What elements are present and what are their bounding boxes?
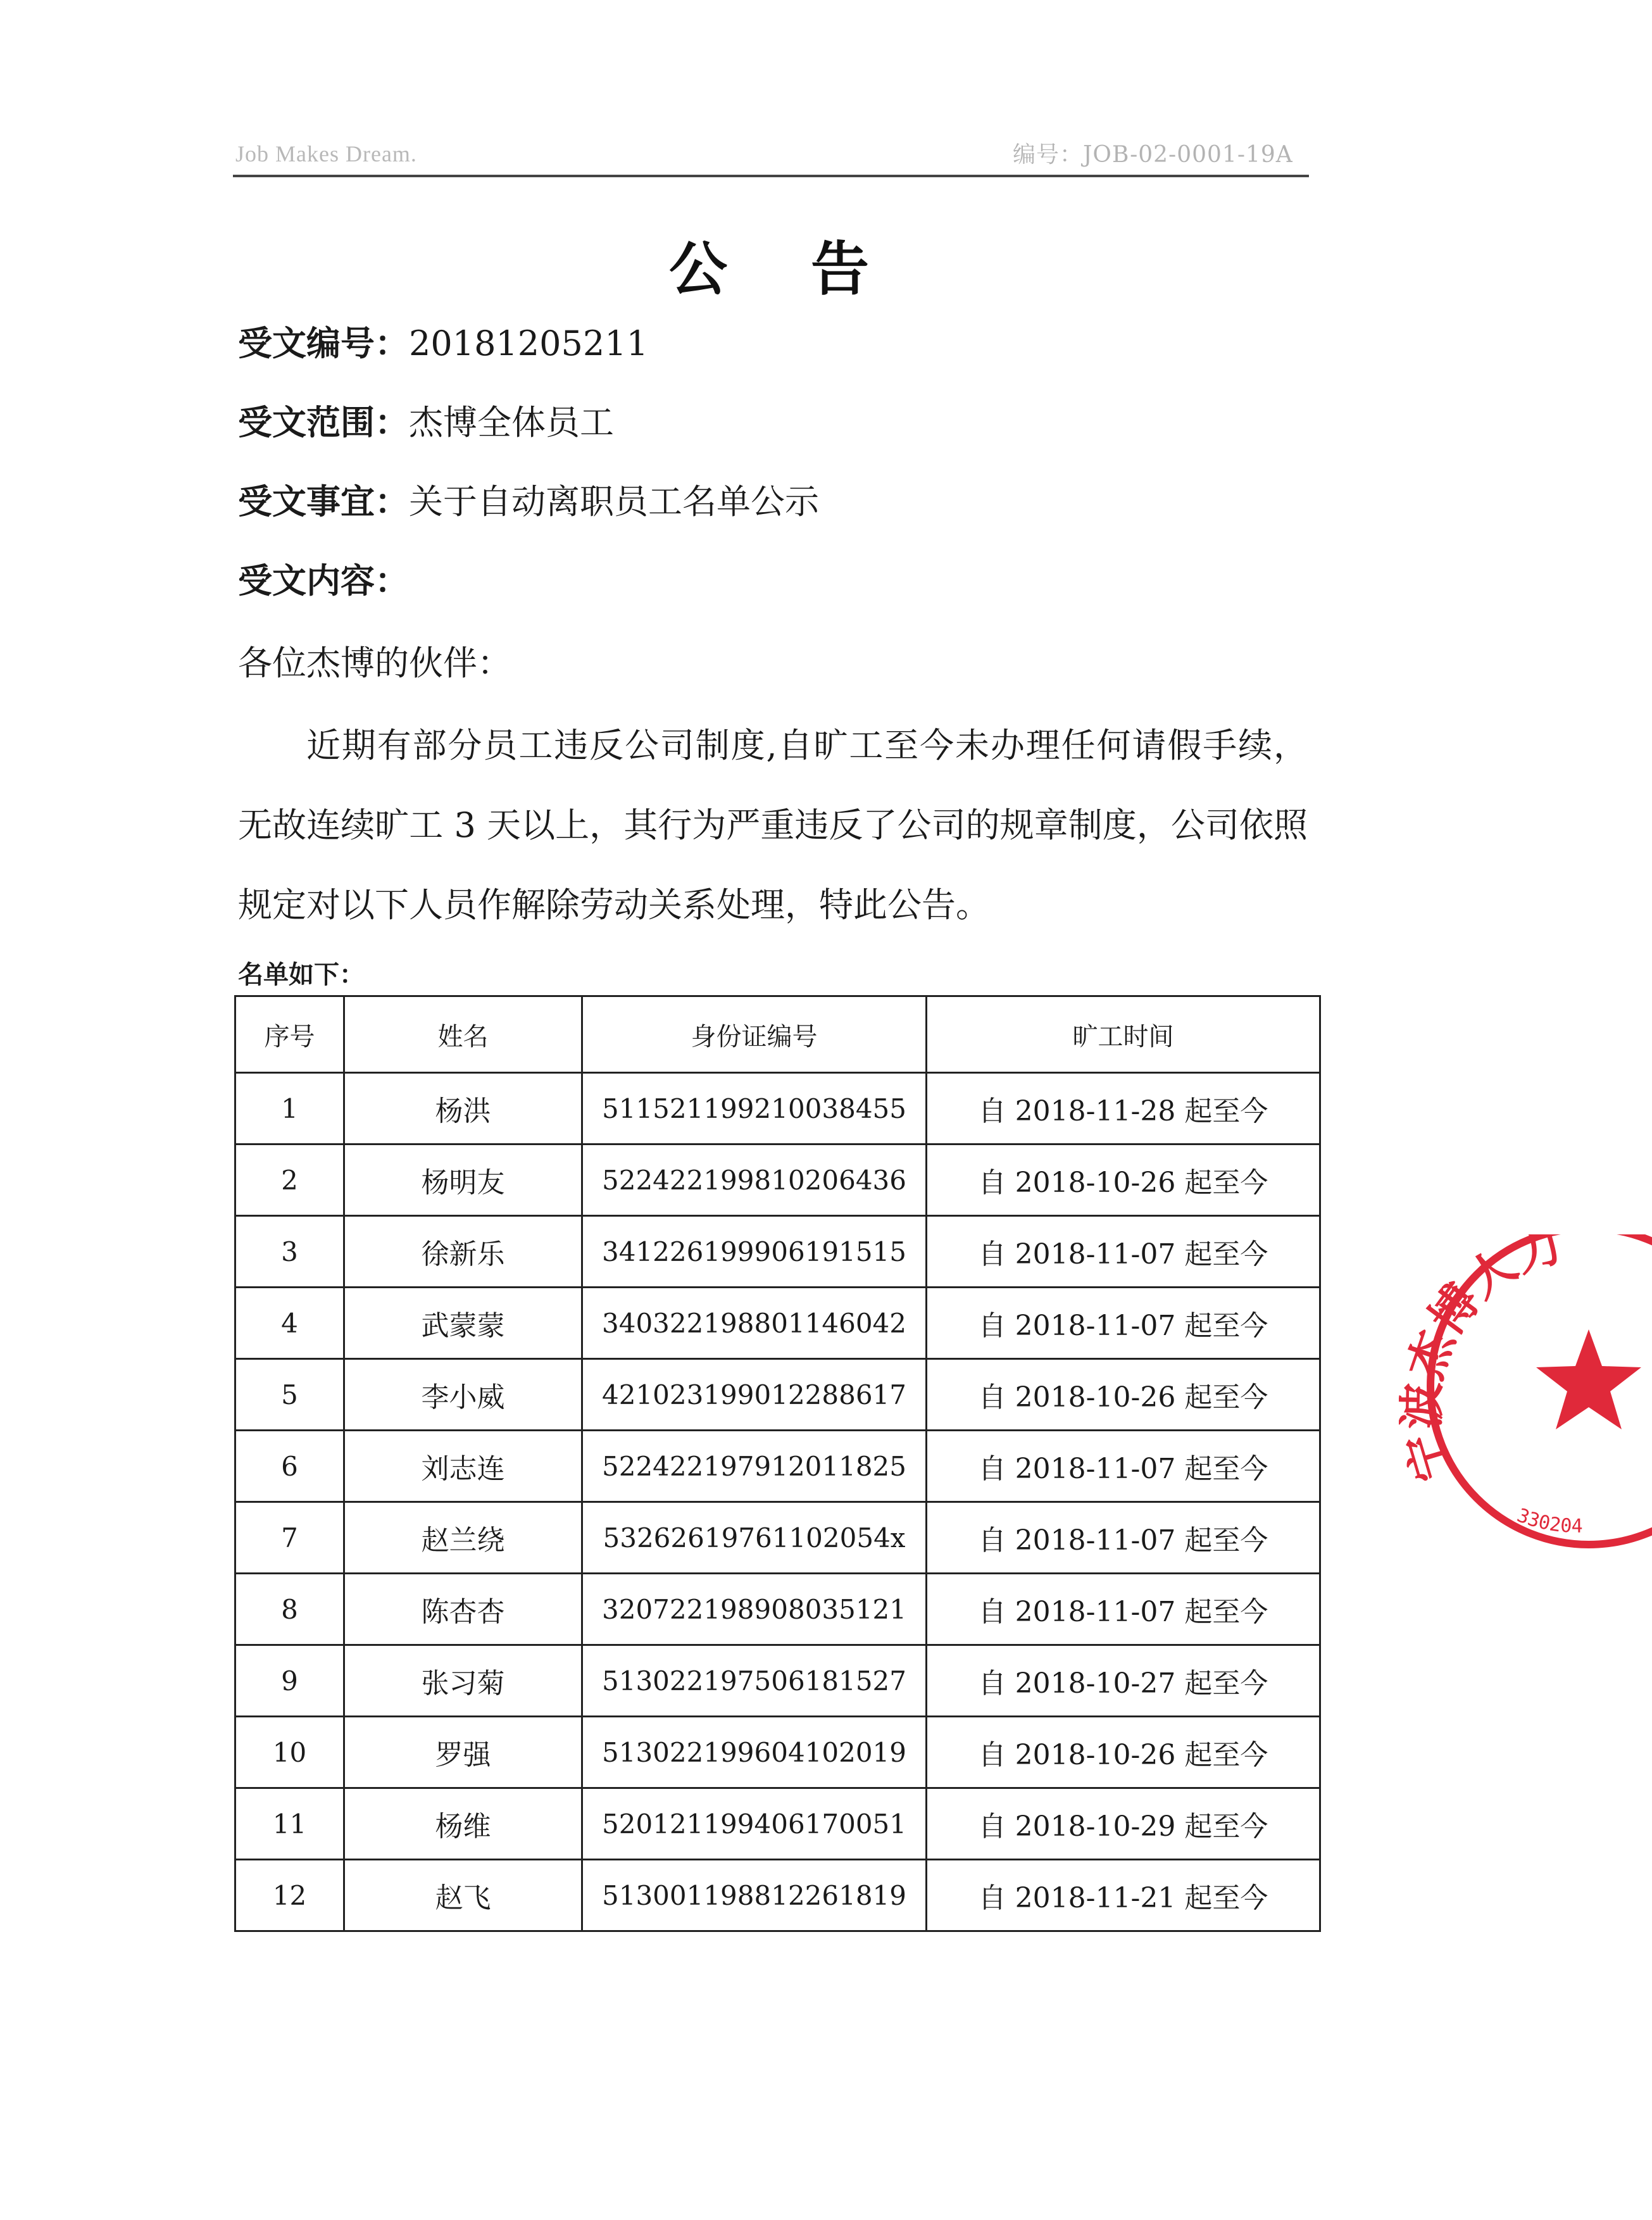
row-number: 12 — [235, 1860, 344, 1931]
id-number: 421023199012288617 — [582, 1359, 927, 1431]
id-number: 53262619761102054x — [582, 1502, 927, 1574]
field-label: 受文内容： — [238, 561, 409, 601]
table-row — [235, 1860, 1320, 1931]
employee-name: 杨维 — [344, 1788, 582, 1860]
field-doc-number — [238, 317, 648, 365]
field-label: 受文事宜： — [238, 482, 409, 522]
field-value: 20181205211 — [409, 323, 648, 363]
row-number: 2 — [235, 1144, 344, 1216]
body-paragraph: 近期有部分员工违反公司制度,自旷工至今未办理任何请假手续，无故连续旷工 3 天以上，其行为严重违反了公司的规章制度，公司依照规定对以下人员作解除劳动关系处理，特此公告。 — [238, 725, 1308, 925]
employee-name: 杨明友 — [344, 1144, 582, 1216]
table-row — [235, 1288, 1320, 1359]
employee-name: 陈杏杏 — [344, 1574, 582, 1645]
header-period: 旷工时间 — [927, 996, 1320, 1073]
header-id: 身份证编号 — [582, 996, 927, 1073]
header-doc-number: 编号：JOB-02-0001-19A — [1013, 142, 1293, 168]
id-number: 341226199906191515 — [582, 1216, 927, 1288]
absence-period: 自 2018-11-28 起至今 — [927, 1073, 1320, 1144]
header-name: 姓名 — [344, 996, 582, 1073]
id-number: 513001198812261819 — [582, 1860, 927, 1931]
absence-period: 自 2018-11-07 起至今 — [927, 1288, 1320, 1359]
id-number: 522422197912011825 — [582, 1431, 927, 1502]
field-value: 关于自动离职员工名单公示 — [409, 482, 819, 522]
employee-name: 刘志连 — [344, 1431, 582, 1502]
row-number: 5 — [235, 1359, 344, 1431]
absence-period: 自 2018-10-26 起至今 — [927, 1359, 1320, 1431]
field-scope — [238, 396, 614, 444]
table-row — [235, 1502, 1320, 1574]
id-number: 522422199810206436 — [582, 1144, 927, 1216]
table-row — [235, 1788, 1320, 1860]
row-number: 4 — [235, 1288, 344, 1359]
field-value: 杰博全体员工 — [409, 403, 614, 442]
field-content — [238, 554, 409, 603]
absence-period: 自 2018-11-07 起至今 — [927, 1502, 1320, 1574]
table-row — [235, 1431, 1320, 1502]
field-subject — [238, 475, 819, 524]
row-number: 1 — [235, 1073, 344, 1144]
header-divider — [233, 175, 1309, 177]
company-seal — [1399, 1234, 1652, 1551]
greeting: 各位杰博的伙伴： — [238, 643, 511, 683]
star-icon — [1536, 1329, 1641, 1429]
absence-period: 自 2018-11-07 起至今 — [927, 1574, 1320, 1645]
employee-name: 杨洪 — [344, 1073, 582, 1144]
absence-period: 自 2018-10-29 起至今 — [927, 1788, 1320, 1860]
id-number: 340322198801146042 — [582, 1288, 927, 1359]
row-number: 10 — [235, 1717, 344, 1788]
id-number: 513022197506181527 — [582, 1645, 927, 1717]
id-number: 520121199406170051 — [582, 1788, 927, 1860]
id-number: 511521199210038455 — [582, 1073, 927, 1144]
table-row — [235, 1216, 1320, 1288]
field-label: 受文编号： — [238, 323, 409, 363]
field-label: 受文范围： — [238, 403, 409, 442]
row-number: 6 — [235, 1431, 344, 1502]
table-row — [235, 1574, 1320, 1645]
employee-name: 张习菊 — [344, 1645, 582, 1717]
table-header-row — [235, 996, 1320, 1073]
employee-name: 徐新乐 — [344, 1216, 582, 1288]
header-no: 序号 — [235, 996, 344, 1073]
employee-name: 罗强 — [344, 1717, 582, 1788]
table-row — [235, 1645, 1320, 1717]
seal-text: 宁波杰博人力 — [1399, 1234, 1569, 1488]
row-number: 7 — [235, 1502, 344, 1574]
row-number: 9 — [235, 1645, 344, 1717]
absence-period: 自 2018-11-07 起至今 — [927, 1431, 1320, 1502]
employee-name: 赵兰绕 — [344, 1502, 582, 1574]
absence-period: 自 2018-11-07 起至今 — [927, 1216, 1320, 1288]
table-row — [235, 1144, 1320, 1216]
absence-period: 自 2018-10-26 起至今 — [927, 1717, 1320, 1788]
row-number: 8 — [235, 1574, 344, 1645]
header-slogan: Job Makes Dream. — [235, 141, 417, 166]
dismissal-table — [234, 995, 1321, 1932]
row-number: 11 — [235, 1788, 344, 1860]
page-title: 公 告 — [668, 235, 901, 303]
table-row — [235, 1717, 1320, 1788]
id-number: 513022199604102019 — [582, 1717, 927, 1788]
table-row — [235, 1359, 1320, 1431]
seal-code: 330204 — [1513, 1504, 1583, 1538]
row-number: 3 — [235, 1216, 344, 1288]
employee-name: 武蒙蒙 — [344, 1288, 582, 1359]
list-label: 名单如下： — [238, 960, 365, 989]
table-row — [235, 1073, 1320, 1144]
employee-name: 赵飞 — [344, 1860, 582, 1931]
seal-outer-ring — [1430, 1234, 1652, 1545]
seal-graphic — [1399, 1234, 1652, 1551]
absence-period: 自 2018-10-26 起至今 — [927, 1144, 1320, 1216]
absence-period: 自 2018-10-27 起至今 — [927, 1645, 1320, 1717]
employee-name: 李小威 — [344, 1359, 582, 1431]
id-number: 320722198908035121 — [582, 1574, 927, 1645]
absence-period: 自 2018-11-21 起至今 — [927, 1860, 1320, 1931]
